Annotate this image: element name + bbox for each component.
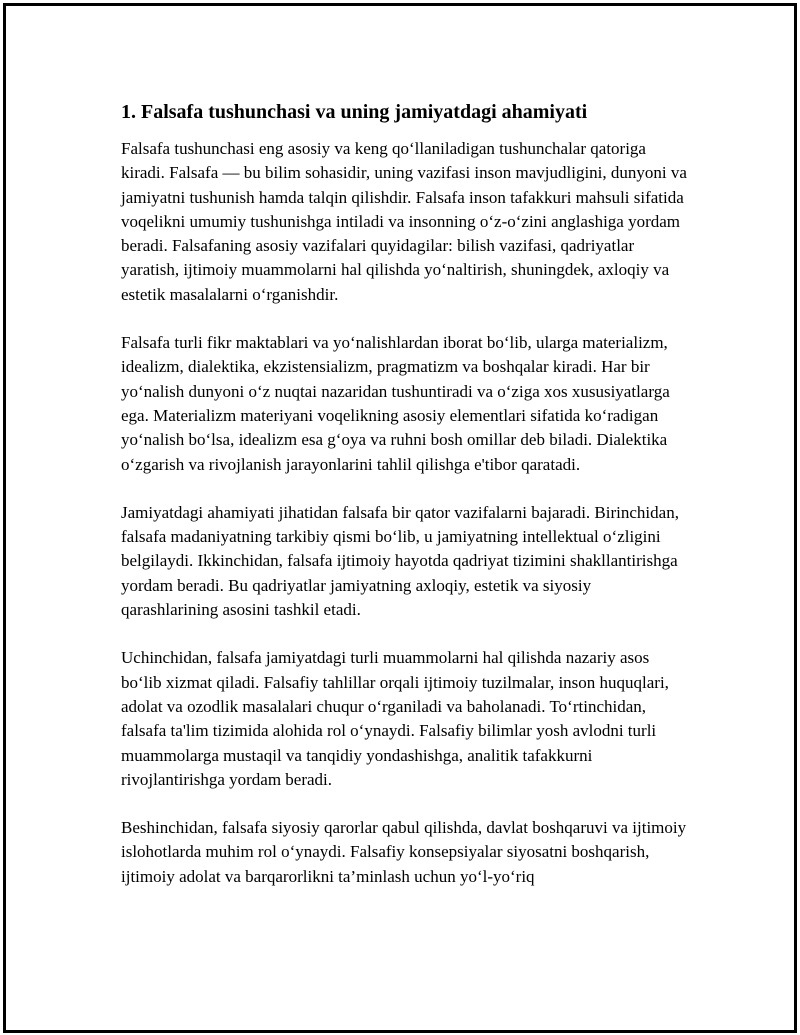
page-border bbox=[3, 3, 797, 1033]
paragraph-3: Jamiyatdagi ahamiyati jihatidan falsafa bir qator vazifalarni bajaradi. Birinchidan, falsafa madaniyatning tarkibiy qismi bo‘lib, u jamiyatning intellektual o‘zligini belgilaydi. Ikkinchidan, falsafa ijtimoiy hayotda qadriyat tizimini shakllantirishga yordam beradi. Bu qadriyatlar jamiyatning axloqiy, estetik va siyosiy qarashlarining asosini tashkil etadi. bbox=[121, 502, 679, 620]
paragraph-1: Falsafa tushunchasi eng asosiy va keng qo‘llaniladigan tushunchalar qatoriga kiradi. Falsafa — bu bilim sohasidir, uning vazifasi inson mavjudligini, dunyoni va jamiyatni tushunish hamda talqin qilishdir. Falsafa inson tafakkuri mahsuli sifatida voqelikni umumiy tushunishga intiladi va insonning o‘z-o‘zini anglashiga yordam beradi. Falsafaning asosiy vazifalari quyidagilar: bilish vazifasi, qadriyatlar yaratish, ijtimoiy muammolarni hal qilishda yo‘naltirish, shuningdek, axloqiy va estetik masalalarni o‘rganishdir. bbox=[121, 139, 687, 304]
paragraph-5: Beshinchidan, falsafa siyosiy qarorlar qabul qilishda, davlat boshqaruvi va ijtimoiy islohotlarda muhim rol o‘ynaydi. Falsafiy konsepsiyalar siyosatni boshqarish, ijtimoiy adolat va barqarorlikni ta’minlash uchun yo‘l-yo‘riq bbox=[121, 818, 687, 886]
paragraph-2: Falsafa turli fikr maktablari va yo‘nalishlardan iborat bo‘lib, ularga materializm, idealizm, dialektika, ekzistensializm, pragmatizm va boshqalar kiradi. Har bir yo‘nalish dunyoni o‘z nuqtai nazaridan tushuntiradi va o‘ziga xos xususiyatlarga ega. Materializm materiyani voqelikning asosiy elementlari sifatida ko‘radigan yo‘nalish bo‘lsa, idealizm esa g‘oya va ruhni bosh omillar deb biladi. Dialektika o‘zgarish va rivojlanish jarayonlarini tahlil qilishga e'tibor qaratadi. bbox=[121, 333, 670, 474]
section-heading: 1. Falsafa tushunchasi va uning jamiyatdagi ahamiyati bbox=[121, 101, 588, 123]
document-body bbox=[121, 99, 691, 889]
paragraph-4: Uchinchidan, falsafa jamiyatdagi turli muammolarni hal qilishda nazariy asos bo‘lib xizmat qiladi. Falsafiy tahlillar orqali ijtimoiy tuzilmalar, inson huquqlari, adolat va ozodlik masalalari chuqur o‘rganiladi va baholanadi. To‘rtinchidan, falsafa ta'lim tizimida alohida rol o‘ynaydi. Falsafiy bilimlar yosh avlodni turli muammolarga mustaqil va tanqidiy yondashishga, analitik tafakkurni rivojlantirishga yordam beradi. bbox=[121, 648, 669, 789]
